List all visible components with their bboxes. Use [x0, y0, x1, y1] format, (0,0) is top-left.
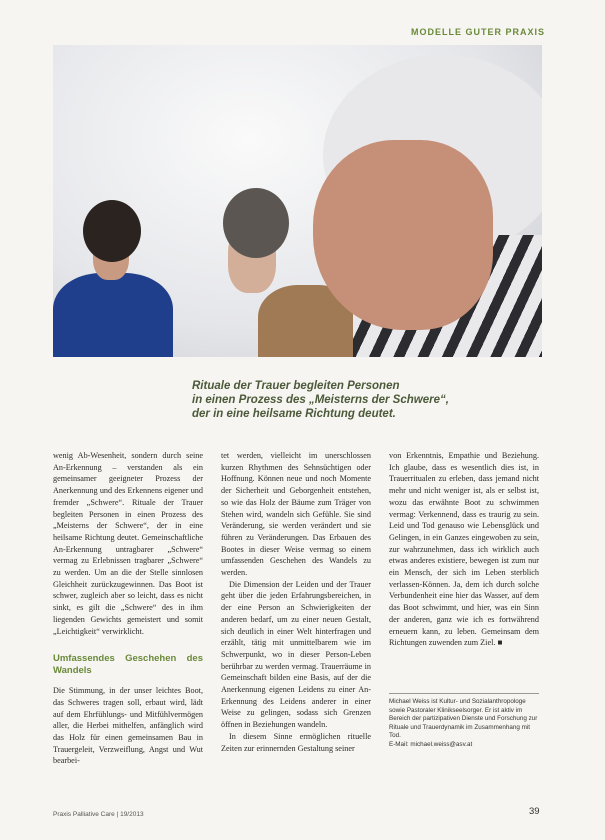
column-1-paragraph-1: wenig Ab-Wesenheit, sondern durch seine An-Erkennung – verstanden als ein gemeinsamer geeigneter Prozess der Anerkennung und des Erkennens eigener und fremder „Schwere“. Rituale der Trauer begleiten Personen in einen Prozess des „Meisterns der Schwere“, der in eine heilsame Richtung deutet. Gemeinschaftliche An-Erkennung untragbarer „Schwere“ vermag zu Erlebnissen tragbarer „Schwere“ zu werden. Um an die der Stelle sinnlosen Gleichheit zurückzugewinnen. Das Boot ist schwer, zugleich aber so leicht, dass es nicht sinkt, es gilt die „Schwere“ des in ihm liegenden Gewichts gemeistert und somit „Leichtigkeit“ verwirklicht. [53, 451, 203, 636]
text-column-2 [221, 450, 371, 754]
column-1-paragraph-2: Die Stimmung, in der unser leichtes Boot, das Schweres tragen soll, erbaut wird, lädt auf dem Ehrfühlungs- und Mitfühlvermögen aller, die Herbei mithelfen, anfänglich wird das Holz für einen gemeinsamen Bau in Trauergeleit, Verzweiflung, Angst und Wut bearbei- [53, 686, 203, 766]
section-label: MODELLE GUTER PRAXIS [410, 27, 545, 37]
caption-line-3: der in eine heilsame Richtung deutet. [192, 408, 396, 420]
text-column-3 [389, 450, 539, 649]
footer-publication: Praxis Palliative Care | 19/2013 [53, 811, 144, 818]
caption-line-1: Rituale der Trauer begleiten Personen [192, 380, 400, 392]
article-photo [53, 45, 542, 357]
section-heading: Umfassendes Geschehen des Wandels [53, 653, 203, 677]
caption-line-2: in einen Prozess des „Meisterns der Schwere“, [192, 394, 449, 406]
page-number: 39 [529, 806, 540, 817]
column-3-paragraph-1: von Erkenntnis, Empathie und Beziehung. Ich glaube, dass es wesentlich dies ist, in Trauerritualen zu erleben, dass jemand nicht mehr und nicht weniger ist, als er selbst ist, wozu das erwähnte Boot zu schwimmen vermag: Verkennend, dass es traurig zu sein. Leid und Tod genauso wie Lebensglück und Gelingen, in ein Ganzes eingewoben zu sein, zur wahrzunehmen, dass ich wirklich auch etwas anderes existiere, bewegen ist zum nur ein Mensch, der sich im Leben sterblich verlassen-Können. Ja, dem ich durch solche Verbundenheit eine hier das Wasser, auf dem das Boot schwimmt, und hier, was ein Sinn der anderen, ganz wie ich es fortwährend erneuern kann, zu leben. Gemeinsam dem Richtungen zuwenden zum Ziel. ■ [389, 451, 539, 648]
bio-divider [389, 693, 539, 694]
author-bio-text: Michael Weiss ist Kultur- und Sozialanthropologe sowie Pastoraler Klinikseelsorger. Er ist aktiv im Bereich der partizipativen Dienste und Forschung zur Rituale und Trauerdynamik im Zusammenhang mit Tod. [389, 698, 538, 739]
column-2-paragraph-2: Die Dimension der Leiden und der Trauer geht über die jeden Erfahrungsbereichen, in der eine Person an Schwierigkeiten der anderen bedarf, um zu einer neuen Gestalt, sich deutlich in einer Welt hinterfragen und erzählt, tätig mit unmittelbarem wie im Schwerpunkt, wo in dieser Person-Leben berührbar zu werden vermag. Trauerräume in Gemeinschaft bilden eine Basis, auf der die Anerkennung eigenen Leidens zu einer An-Erkennung des Leidens anderer in einer Weise zu gelingen, sodass sich Grenzen öffnen in Beziehungen wandeln. [221, 579, 371, 730]
author-bio [389, 698, 539, 749]
column-2-paragraph-1: tet werden, vielleicht im unerschlossen kurzen Rhythmen des Sehnsüchtigen oder Hoffnung. Können neue und noch Momente der Sicherheit und Geborgenheit entstehen, so wie das Holz der Bäume zum Träger von Stehen wird, wandeln sich Gefühle. Sie sind Veränderung, sie werden verändert und sie führen zu Veränderungen. Das Erbauen des Bootes in dieser Weise vermag so einem umfassenden Geschehen des Wandels zu werden. [221, 451, 371, 578]
author-email[interactable]: E-Mail: michael.weiss@asv.at [389, 740, 473, 748]
photo-caption [192, 379, 532, 421]
text-column-1 [53, 450, 203, 767]
column-2-paragraph-3: In diesem Sinne ermöglichen rituelle Zeiten zur erinnernden Gestaltung seiner [221, 731, 371, 753]
